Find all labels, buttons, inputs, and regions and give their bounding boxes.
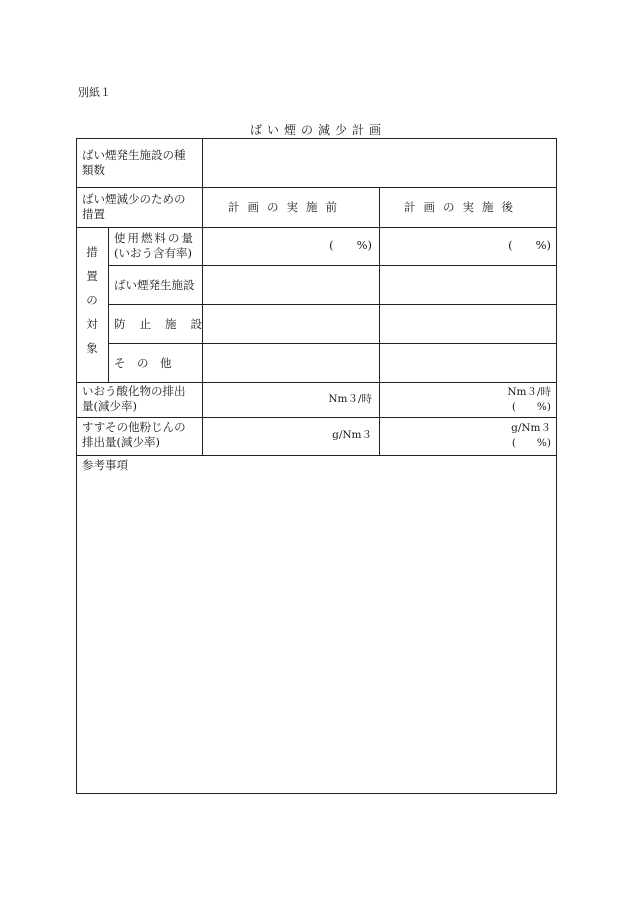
sox-unit-after: Nm３/時 ( %) xyxy=(507,386,551,413)
facility-type-label: ばい煙発生施設の種 類数 xyxy=(82,148,186,177)
row-divider xyxy=(108,304,557,305)
dust-label: すすその他粉じんの 排出量(減少率) xyxy=(82,420,186,449)
row-divider xyxy=(76,382,557,383)
row-divider xyxy=(76,455,557,456)
fuel-label: 使用燃料の量 (いおう含有率) xyxy=(114,231,195,260)
remarks-label: 参考事項 xyxy=(82,458,128,472)
document-title: ばい煙の減少計画 xyxy=(249,123,386,137)
row-divider xyxy=(76,227,557,228)
target-group-label: 措 置 の 対 象 xyxy=(86,245,98,355)
dust-unit-before: g/Nm３ xyxy=(332,429,372,441)
column-divider xyxy=(379,187,380,455)
column-divider xyxy=(202,138,203,455)
sox-unit-before: Nm３/時 xyxy=(328,393,372,405)
fuel-percent-before: ( %) xyxy=(329,238,372,252)
row-divider xyxy=(76,417,557,418)
emission-facility-label: ばい煙発生施設 xyxy=(114,278,195,292)
row-divider xyxy=(76,187,557,188)
fuel-percent-after: ( %) xyxy=(508,238,551,252)
other-label: そ の 他 xyxy=(114,356,172,370)
row-divider xyxy=(108,343,557,344)
sox-label: いおう酸化物の排出 量(減少率) xyxy=(82,384,186,413)
column-divider xyxy=(108,227,109,382)
row-divider xyxy=(108,265,557,266)
dust-unit-after: g/Nm３ ( %) xyxy=(511,422,551,449)
attachment-label: 別紙１ xyxy=(78,86,111,99)
measures-label: ばい煙減少のための 措置 xyxy=(82,192,186,221)
column-header-after: 計画の実施後 xyxy=(404,200,521,214)
prevention-label: 防止施設 xyxy=(114,317,216,331)
column-header-before: 計画の実施前 xyxy=(228,200,345,214)
